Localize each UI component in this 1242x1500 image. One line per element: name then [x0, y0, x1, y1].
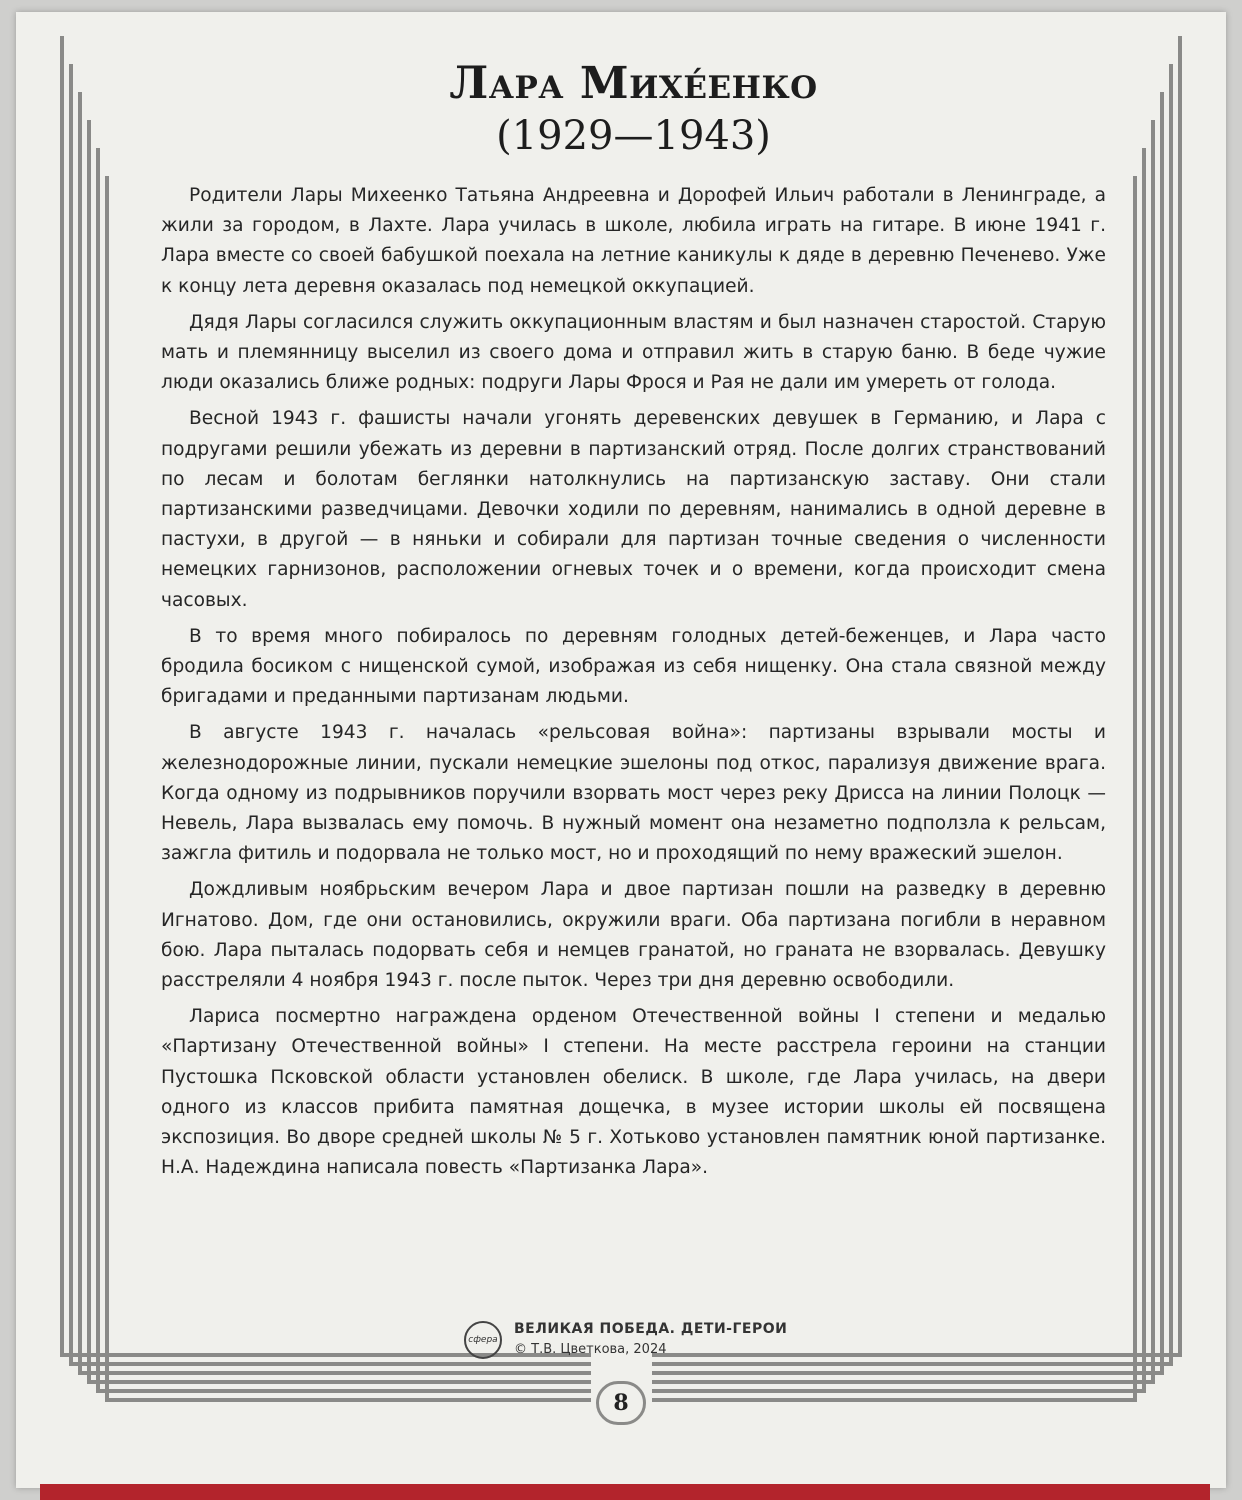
- page-number: 8: [596, 1381, 646, 1425]
- frame-stripe: [78, 92, 82, 1375]
- frame-stripe: [1133, 176, 1137, 1402]
- paragraph: Весной 1943 г. фашисты начали угонять деревенских девушек в Германию, и Лара с подругами решили убежать из деревни в партизанский отряд. После долгих странствований по лесам и болотам беглянки натолкнулись на партизанскую заставу. Они стали партизанскими разведчицами. Девочки ходили по деревням, нанимались в одной деревне в пастухи, в другой — в няньки и собирали для партизан точные сведения о численности немецких гарнизонов, расположении огневых точек и о времени, когда происходит смена часовых.: [161, 408, 1106, 611]
- paragraph: Родители Лары Михеенко Татьяна Андреевна и Дорофей Ильич работали в Ленинграде, а жили за городом, в Лахте. Лара училась в школе, любила играть на гитаре. В июне 1941 г. Лара вместе со своей бабушкой поехала на летние каникулы к дяде в деревню Печенево. Уже к концу лета деревня оказалась под немецкой оккупацией.: [161, 185, 1106, 297]
- page-content: [161, 42, 1106, 1190]
- publisher-footer: [464, 1315, 824, 1365]
- frame-stripe: [1178, 36, 1182, 1357]
- publisher-logo-icon: сфера: [464, 1321, 502, 1359]
- book-page: [16, 12, 1226, 1488]
- article-body: [161, 181, 1106, 1184]
- frame-stripe: [1151, 120, 1155, 1384]
- page-title: Лара Михе́енко: [449, 58, 818, 109]
- paragraph: В то время много побиралось по деревням голодных детей-беженцев, и Лара часто бродила босиком с нищенской сумой, изображая из себя нищенку. Она стала связной между бригадами и преданными партизанам людьми.: [161, 625, 1106, 708]
- frame-stripe: [1142, 148, 1146, 1393]
- frame-stripe: [1169, 64, 1173, 1366]
- frame-stripe: [96, 148, 100, 1393]
- copyright-note: © Т.В. Цветкова, 2024: [514, 1342, 667, 1357]
- frame-stripe: [87, 120, 91, 1384]
- frame-stripe: [60, 36, 64, 1357]
- frame-stripe: [1160, 92, 1164, 1375]
- life-years: (1929—1943): [496, 113, 771, 159]
- paragraph: В августе 1943 г. началась «рельсовая война»: партизаны взрывали мосты и железнодорожные линии, пускали немецкие эшелоны под откос, парализуя движение врага. Когда одному из подрывников поручили взорвать мост через реку Дрисса на линии Полоцк — Невель, Лара вызвалась ему помочь. В нужный момент она незаметно подползла к рельсам, зажгла фитиль и подорвала не только мост, но и проходящий по нему вражеский эшелон.: [161, 722, 1106, 865]
- frame-stripe: [105, 176, 109, 1402]
- frame-stripe: [652, 1371, 1164, 1375]
- paragraph: Дождливым ноябрьским вечером Лара и двое партизан пошли на разведку в деревню Игнатово. Дом, где они остановились, окружили враги. Оба партизана погибли в неравном бою. Лара пыталась подорвать себя и немцев гранатой, но граната не взорвалась. Девушку расстреляли 4 ноября 1943 г. после пыток. Через три дня деревню освободили.: [161, 879, 1106, 992]
- frame-stripe: [78, 1371, 591, 1375]
- frame-stripe: [69, 64, 73, 1366]
- paragraph: Дядя Лары согласился служить оккупационным властям и был назначен старостой. Старую мать и племянницу выселил из своего дома и отправил жить в старую баню. В беде чужие люди оказались ближе родных: подруги Лары Фрося и Рая не дали им умереть от голода.: [161, 311, 1106, 394]
- paragraph: Лариса посмертно награждена орденом Отечественной войны I степени и медалью «Партизану Отечественной войны» I степени. На месте расстрела героини на станции Пустошка Псковской области установлен обелиск. В школе, где Лара училась, на двери одного из классов прибита памятная дощечка, в музее истории школы ей посвящена экспозиция. Во дворе средней школы № 5 г. Хотьково установлен памятник юной партизанке. Н.А. Надеждина написала повесть «Партизанка Лара».: [161, 1006, 1106, 1179]
- series-title: ВЕЛИКАЯ ПОБЕДА. ДЕТИ-ГЕРОИ: [514, 1321, 788, 1337]
- page-number-area: [16, 1381, 1226, 1425]
- red-page-edge: [40, 1484, 1210, 1500]
